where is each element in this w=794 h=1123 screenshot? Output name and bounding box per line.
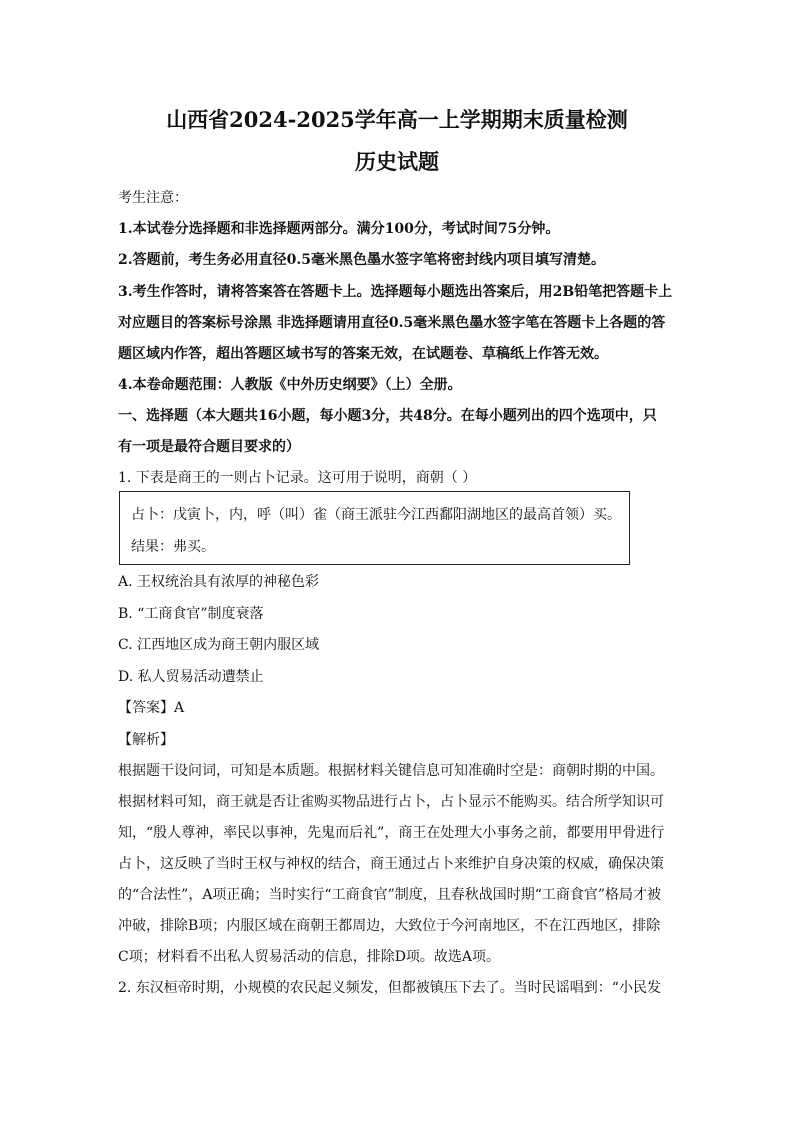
analysis-line: 根据材料可知，商王就是否让雀购买物品进行占卜，占卜显示不能购买。结合所学知识可 <box>118 794 664 810</box>
notice-heading: 考生注意： <box>118 190 188 206</box>
notice-item-2: 2.答题前，考生务必用直径0.5毫米黑色墨水签字笔将密封线内项目填写清楚。 <box>118 252 605 268</box>
section-heading-line-2: 有一项是最符合题目要求的） <box>118 439 300 455</box>
analysis-line: C项；材料看不出私人贸易活动的信息，排除D项。故选A项。 <box>118 949 501 965</box>
question-1-option-b: B. “工商食官”制度衰落 <box>118 606 264 622</box>
notice-item-1: 1.本试卷分选择题和非选择题两部分。满分100分，考试时间75分钟。 <box>118 221 560 237</box>
material-line-2: 结果：弗买。 <box>131 539 215 555</box>
material-line-1: 占卜：戊寅卜，内，呼（叫）雀（商王派驻今江西鄱阳湖地区的最高首领）买。 <box>131 507 621 523</box>
question-1-option-d: D. 私人贸易活动遭禁止 <box>118 669 264 685</box>
analysis-line: 根据题干设问词，可知是本质题。根据材料关键信息可知准确时空是：商朝时期的中国。 <box>118 763 664 779</box>
analysis-line: 冲破，排除B项；内服区域在商朝王都周边，大致位于今河南地区，不在江西地区，排除 <box>118 918 661 934</box>
notice-item-3-line-3: 题区域内作答，超出答题区域书写的答案无效，在试题卷、草稿纸上作答无效。 <box>118 346 608 362</box>
section-heading-line-1: 一、选择题（本大题共16小题，每小题3分，共48分。在每小题列出的四个选项中，只 <box>118 408 657 424</box>
question-1-answer: 【答案】A <box>118 700 185 716</box>
analysis-line: 占卜，这反映了当时王权与神权的结合，商王通过占卜来维护自身决策的权威，确保决策 <box>118 856 664 872</box>
notice-item-3-line-1: 3.考生作答时，请将答案答在答题卡上。选择题每小题选出答案后，用2B铅笔把答题卡上 <box>118 284 673 300</box>
question-1-analysis-heading: 【解析】 <box>118 732 174 748</box>
question-1-material-box <box>119 491 630 565</box>
analysis-line: 的“合法性”，A项正确；当时实行“工商食官”制度，且春秋战国时期“工商食官”格局才被 <box>118 887 662 903</box>
question-1-option-c: C. 江西地区成为商王朝内服区域 <box>118 637 320 653</box>
analysis-line: 知，“殷人尊神，率民以事神，先鬼而后礼”，商王在处理大小事务之前，都要用甲骨进行 <box>118 825 665 841</box>
question-1-option-a: A. 王权统治具有浓厚的神秘色彩 <box>118 574 320 590</box>
page-subtitle: 历史试题 <box>355 149 439 174</box>
notice-item-3-line-2: 对应题目的答案标号涂黑 非选择题请用直径0.5毫米黑色墨水签字笔在答题卡上各题的答 <box>118 315 666 331</box>
notice-item-4: 4.本卷命题范围：人教版《中外历史纲要》（上）全册。 <box>118 377 462 393</box>
question-1-stem: 1. 下表是商王的一则占卜记录。这可用于说明，商朝（ ） <box>118 470 477 486</box>
page-title: 山西省2024-2025学年高一上学期期末质量检测 <box>166 107 628 132</box>
question-2-stem: 2. 东汉桓帝时期，小规模的农民起义频发，但都被镇压下去了。当时民谣唱到：“小民发 <box>118 980 661 996</box>
